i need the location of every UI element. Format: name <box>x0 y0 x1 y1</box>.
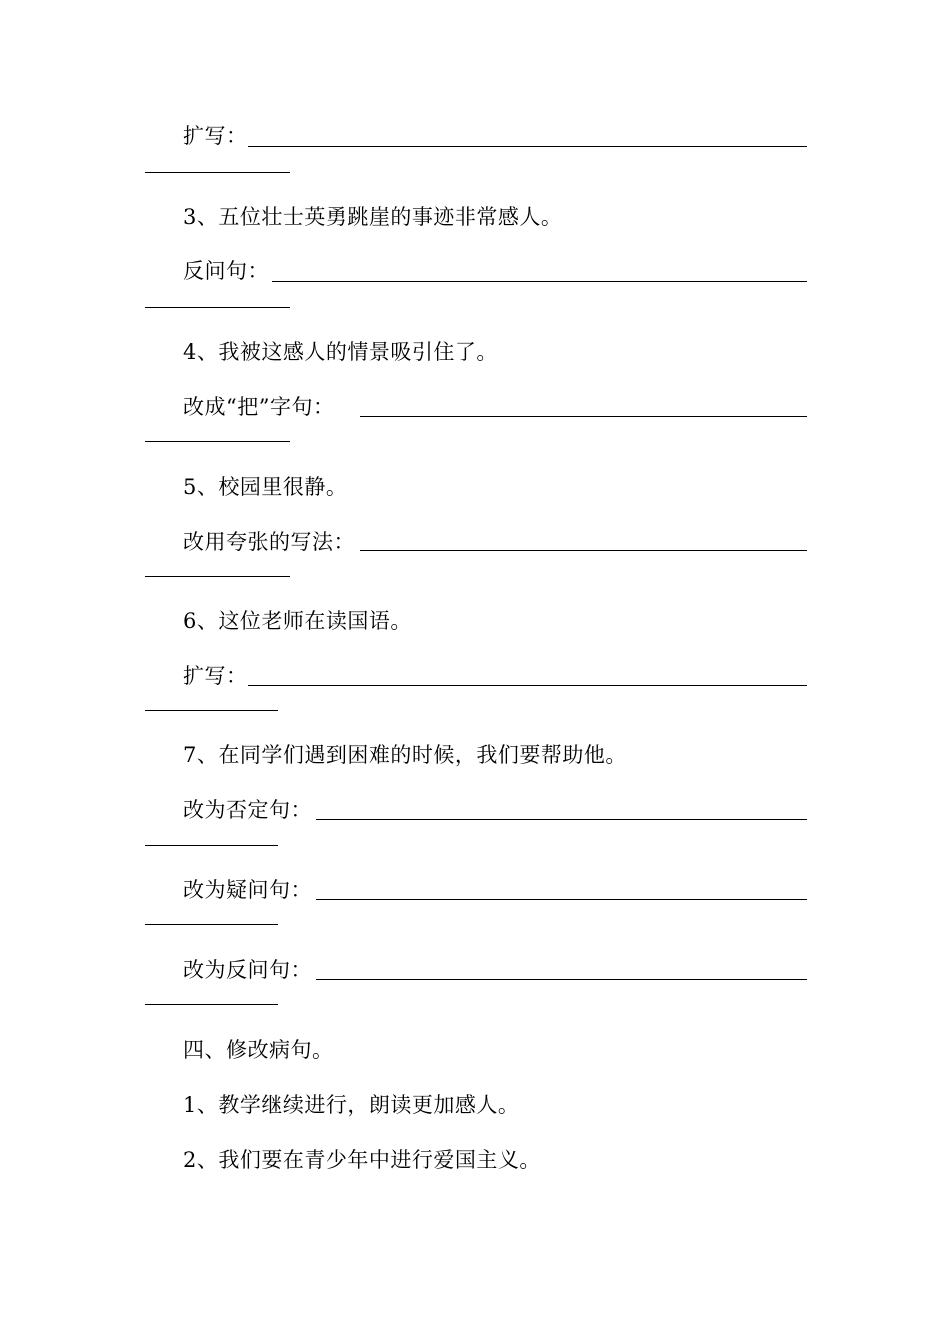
answer-line-continuation[interactable] <box>145 1004 278 1005</box>
answer-line-continuation[interactable] <box>145 924 278 925</box>
answer-line[interactable] <box>316 899 807 900</box>
answer-line-continuation[interactable] <box>145 441 290 442</box>
exercise-prompt-rhetorical: 反问句： <box>183 259 269 283</box>
answer-line[interactable] <box>316 819 807 820</box>
answer-line[interactable] <box>248 685 807 686</box>
section-heading: 四、修改病句。 <box>183 1038 334 1062</box>
answer-line-continuation[interactable] <box>145 576 290 577</box>
exercise-sentence-3: 3、五位壮士英勇跳崖的事迹非常感人。 <box>183 205 563 229</box>
sentence-item-2: 2、我们要在青少年中进行爱国主义。 <box>183 1148 541 1172</box>
answer-line[interactable] <box>360 550 807 551</box>
exercise-sentence-5: 5、校园里很静。 <box>183 475 348 499</box>
exercise-prompt-negative: 改为否定句： <box>183 798 312 822</box>
answer-line-continuation[interactable] <box>145 307 290 308</box>
exercise-sentence-7: 7、在同学们遇到困难的时候，我们要帮助他。 <box>183 743 627 767</box>
answer-line-continuation[interactable] <box>145 845 278 846</box>
exercise-prompt-expand-2: 扩写： <box>183 664 248 688</box>
exercise-sentence-6: 6、这位老师在读国语。 <box>183 609 412 633</box>
exercise-prompt-rhetorical-question: 改为反问句： <box>183 958 312 982</box>
exercise-prompt-expand-1: 扩写： <box>183 124 248 148</box>
answer-line[interactable] <box>316 979 807 980</box>
answer-line-continuation[interactable] <box>145 710 278 711</box>
exercise-sentence-4: 4、我被这感人的情景吸引住了。 <box>183 340 498 364</box>
answer-line-continuation[interactable] <box>145 172 290 173</box>
answer-line[interactable] <box>248 146 807 147</box>
answer-line[interactable] <box>272 281 807 282</box>
answer-line[interactable] <box>360 416 807 417</box>
sentence-item-1: 1、教学继续进行，朗读更加感人。 <box>183 1093 520 1117</box>
exercise-prompt-question: 改为疑问句： <box>183 878 312 902</box>
exercise-prompt-exaggeration: 改用夸张的写法： <box>183 530 355 554</box>
exercise-prompt-ba-sentence: 改成“把”字句： <box>183 395 335 419</box>
